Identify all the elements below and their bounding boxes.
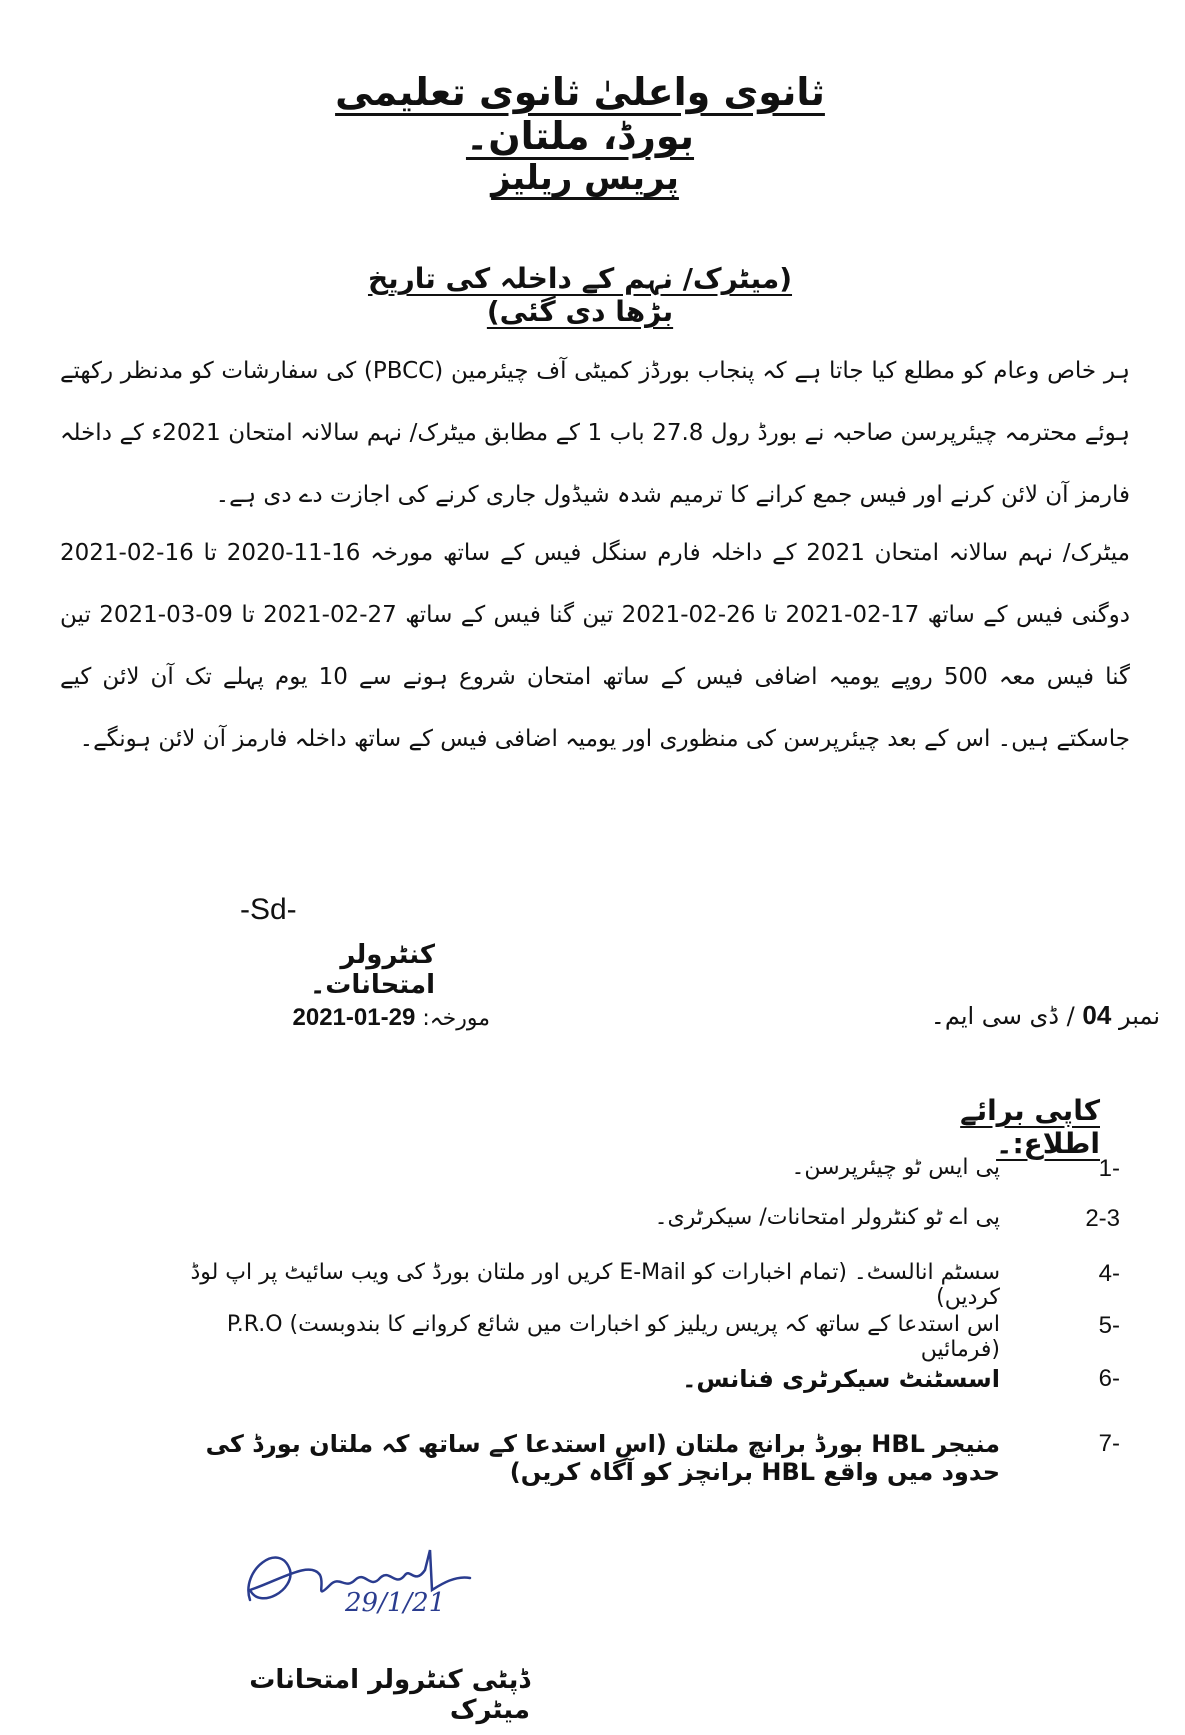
reference-date bbox=[190, 1004, 490, 1032]
copy-item-text: منیجر HBL بورڈ برانچ ملتان (اس استدعا کے ساتھ کہ ملتان بورڈ کی حدود میں واقع HBL برانچز کو آگاہ کریں) bbox=[205, 1430, 1000, 1486]
body-paragraph-1: ہر خاص وعام کو مطلع کیا جاتا ہے کہ پنجاب بورڈز کمیٹی آف چیئرمین (PBCC) کی سفارشات کو مدنظر رکھتے ہوئے محترمہ چیئرپرسن صاحبہ نے بورڈ رول 27.8 باب 1 کے مطابق میٹرک/ نہم سالانہ امتحان 2021ء کے داخلہ فارمز آن لائن کرنے اور فیس جمع کرانے کا ترمیم شدہ شیڈول جاری کرنے کی اجازت دے دی ہے۔ bbox=[60, 358, 1130, 508]
controller-title: کنٹرولر امتحانات۔ bbox=[309, 940, 435, 1000]
sd-mark: -Sd- bbox=[240, 893, 297, 926]
signature-date: 29/1/21 bbox=[345, 1588, 446, 1618]
press-release-heading: پریس ریلیز bbox=[491, 158, 679, 198]
subject-line: (میٹرک/ نہم کے داخلہ کی تاریخ بڑھا دی گئی) bbox=[367, 262, 793, 328]
reference-number-value: 04 bbox=[1082, 1000, 1112, 1030]
body-paragraph-2: میٹرک/ نہم سالانہ امتحان 2021 کے داخلہ فارم سنگل فیس کے ساتھ مورخہ 16-11-2020 تا 16-02-2021 دوگنی فیس کے ساتھ 17-02-2021 تا 26-02-2021 تین گنا فیس کے ساتھ 27-02-2021 تا 09-03-2021 تین گنا فیس معہ 500 روپے یومیہ اضافی فیس کے ساتھ امتحان شروع ہونے سے 10 یوم پہلے تک آن لائن کیے جاسکتے ہیں۔ اس کے بعد چیئرپرسن کی منظوری اور یومیہ اضافی فیس کے ساتھ داخلہ فارمز آن لائن ہونگے۔ bbox=[60, 540, 1131, 752]
reference-date-value: 29-01-2021 bbox=[292, 1004, 416, 1031]
reference-number bbox=[820, 1000, 1160, 1031]
copy-item-text: پی اے ٹو کنٹرولر امتحانات/ سیکرٹری۔ bbox=[654, 1205, 1000, 1230]
signature-scribble bbox=[220, 1530, 480, 1640]
copy-item-number: 5- bbox=[1098, 1312, 1120, 1339]
copy-item-text: اسسٹنٹ سیکرٹری فنانس۔ bbox=[682, 1365, 1000, 1393]
reference-number-prefix: نمبر bbox=[1118, 1002, 1160, 1030]
copy-to-heading: کاپی برائے اطلاع:۔ bbox=[960, 1094, 1100, 1160]
reference-number-suffix: / ڈی سی ایم۔ bbox=[930, 1002, 1075, 1030]
copy-item-text: سسٹم انالسٹ۔ (تمام اخبارات کو E-Mail کریں اور ملتان بورڈ کی ویب سائیٹ پر اپ لوڈ کردیں) bbox=[190, 1260, 1000, 1310]
copy-item-number: 4- bbox=[1098, 1260, 1120, 1287]
copy-item-text: P.R.O (اس استدعا کے ساتھ کہ پریس ریلیز کو اخبارات میں شائع کروانے کا بندوبست فرمائیں) bbox=[226, 1312, 1000, 1362]
copy-item-number: 1- bbox=[1098, 1155, 1120, 1182]
copy-item-number: 2-3 bbox=[1085, 1205, 1120, 1232]
copy-item-number: 7- bbox=[1098, 1430, 1120, 1457]
copy-item-number: 6- bbox=[1098, 1365, 1120, 1392]
deputy-controller-title: ڈپٹی کنٹرولر امتحانات میٹرک bbox=[249, 1665, 530, 1725]
board-title: ثانوی واعلیٰ ثانوی تعلیمی بورڈ، ملتان۔ bbox=[335, 70, 825, 158]
reference-date-label: مورخہ: bbox=[422, 1006, 490, 1031]
copy-item-text: پی ایس ٹو چیئرپرسن۔ bbox=[791, 1155, 1000, 1180]
